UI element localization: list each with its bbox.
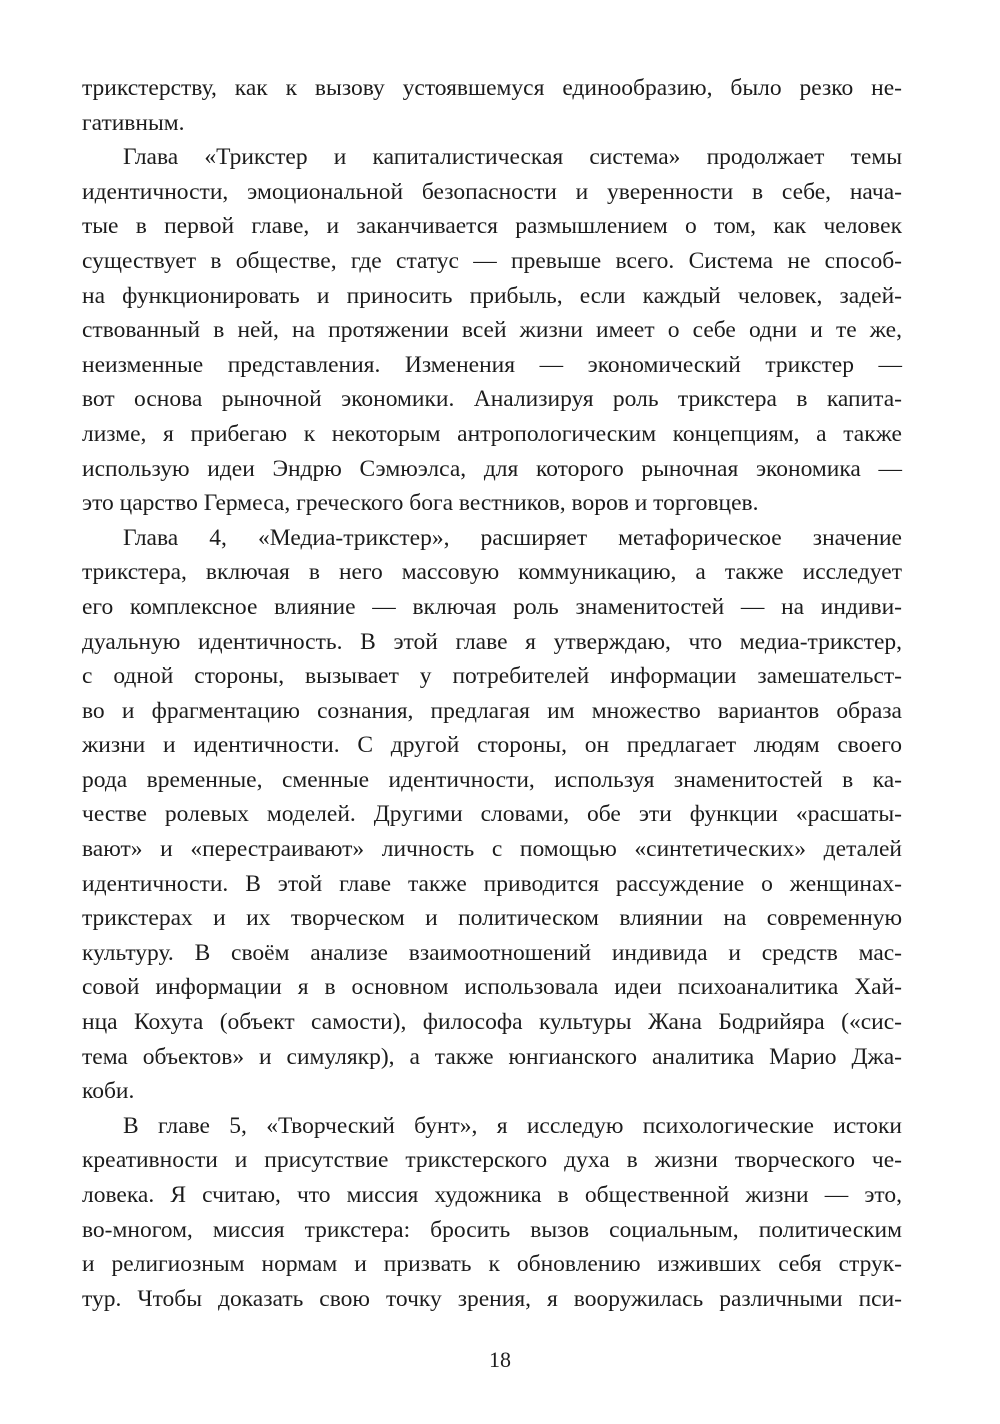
page-number: 18 bbox=[489, 1347, 511, 1372]
text-line: лизме, я прибегаю к некоторым антропологическим концепциям, а также bbox=[82, 420, 902, 447]
text-line: рода временные, сменные идентичности, используя знаменитостей в ка- bbox=[82, 766, 902, 793]
text-line: В главе 5, «Творческий бунт», я исследую психологические истоки bbox=[123, 1112, 902, 1139]
text-line: существует в обществе, где статус — превыше всего. Система не способ- bbox=[82, 247, 902, 274]
text-line: во-многом, миссия трикстера: бросить вызов социальным, политическим bbox=[82, 1216, 902, 1243]
paragraph bbox=[82, 71, 902, 140]
text-line: вот основа рыночной экономики. Анализируя роль трикстера в капита- bbox=[82, 386, 902, 413]
text-line: трикстерах и их творческом и политическом влиянии на современную bbox=[82, 905, 902, 932]
text-line: идентичности, эмоциональной безопасности и уверенности в себе, нача- bbox=[82, 178, 902, 205]
text-line: коби. bbox=[82, 1078, 135, 1105]
text-line: дуальную идентичность. В этой главе я утверждаю, что медиа-трикстер, bbox=[82, 628, 902, 655]
text-line: тые в первой главе, и заканчивается размышлением о том, как человек bbox=[82, 213, 902, 240]
text-line: и религиозным нормам и призвать к обновлению изживших себя струк- bbox=[82, 1251, 902, 1278]
paragraph bbox=[82, 1109, 902, 1317]
paragraph bbox=[82, 140, 902, 521]
body-text bbox=[82, 71, 902, 1316]
text-line: трикстера, включая в него массовую коммуникацию, а также исследует bbox=[82, 559, 902, 586]
text-line: это царство Гермеса, греческого бога вестников, воров и торговцев. bbox=[82, 490, 759, 517]
text-line: культуру. В своём анализе взаимоотношений индивида и средств мас- bbox=[82, 939, 902, 966]
text-line: вают» и «перестраивают» личность с помощью «синтетических» деталей bbox=[82, 836, 902, 863]
text-line: совой информации я в основном использовала идеи психоаналитика Хай- bbox=[82, 974, 902, 1001]
text-line: с одной стороны, вызывает у потребителей информации замешательст- bbox=[82, 663, 902, 690]
text-line: Глава «Трикстер и капиталистическая система» продолжает темы bbox=[123, 144, 902, 171]
paragraph bbox=[82, 521, 902, 1109]
text-line: во и фрагментацию сознания, предлагая им множество вариантов образа bbox=[82, 697, 902, 724]
text-line: честве ролевых моделей. Другими словами, обе эти функции «расшаты- bbox=[82, 801, 902, 828]
text-line: ствованный в ней, на протяжении всей жизни имеет о себе одни и те же, bbox=[82, 317, 902, 344]
text-line: на функционировать и приносить прибыль, если каждый человек, задей- bbox=[82, 282, 902, 309]
text-line: трикстерству, как к вызову устоявшемуся единообразию, было резко не- bbox=[82, 75, 902, 101]
text-line: использую идеи Эндрю Сэмюэлса, для которого рыночная экономика — bbox=[82, 455, 902, 482]
text-line: нца Кохута (объект самости), философа культуры Жана Бодрийяра («сис- bbox=[82, 1009, 902, 1036]
text-line: неизменные представления. Изменения — экономический трикстер — bbox=[82, 351, 902, 378]
text-line: креативности и присутствие трикстерского духа в жизни творческого че- bbox=[82, 1147, 902, 1174]
text-line: гативным. bbox=[82, 109, 185, 136]
text-line: его комплексное влияние — включая роль знаменитостей — на индиви- bbox=[82, 593, 902, 620]
text-line: идентичности. В этой главе также приводится рассуждение о женщинах- bbox=[82, 870, 902, 897]
text-line: ловека. Я считаю, что миссия художника в общественной жизни — это, bbox=[82, 1182, 902, 1208]
text-line: Глава 4, «Медиа-трикстер», расширяет метафорическое значение bbox=[123, 524, 902, 551]
text-line: тема объектов» и симулякр), а также юнгианского аналитика Марио Джа- bbox=[82, 1043, 902, 1070]
text-line: тур. Чтобы доказать свою точку зрения, я вооружилась различными пси- bbox=[82, 1285, 902, 1312]
text-line: жизни и идентичности. С другой стороны, он предлагает людям своего bbox=[82, 732, 902, 759]
